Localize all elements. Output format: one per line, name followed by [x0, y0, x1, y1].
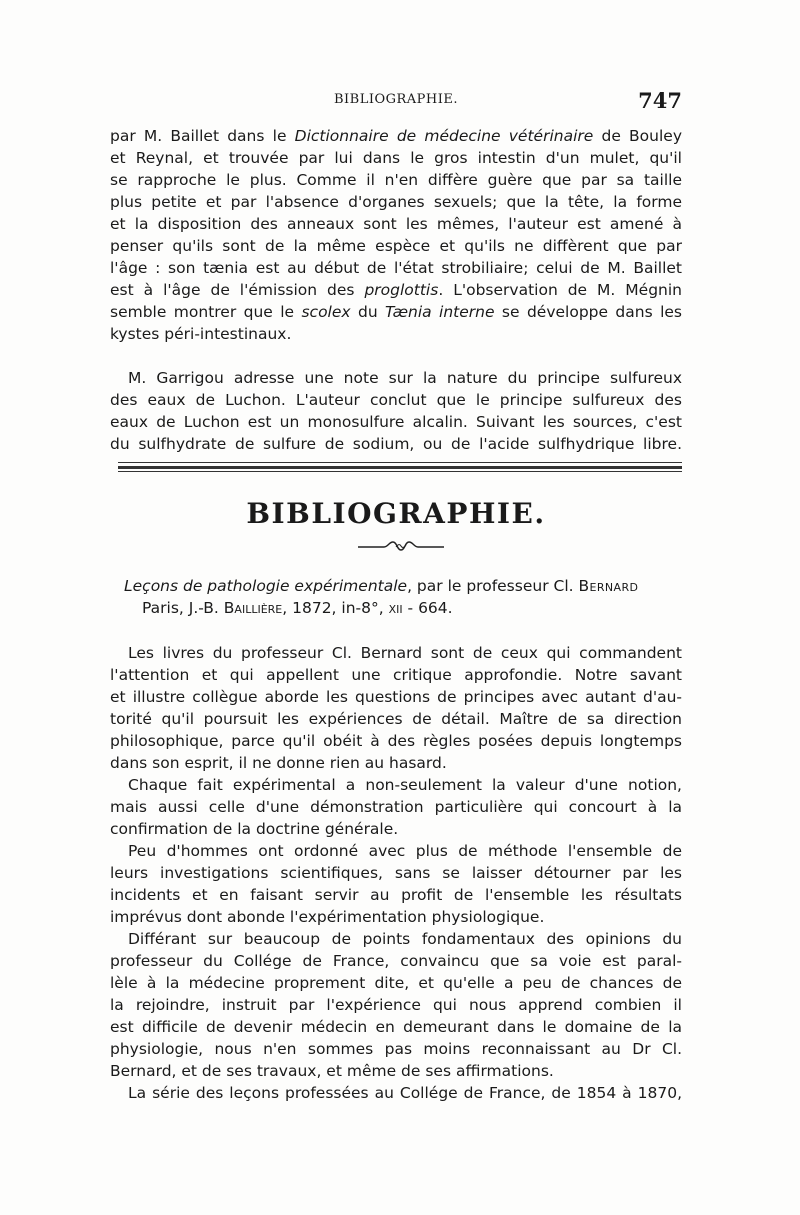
text-line: se rapproche le plus. Comme il n'en diffère guère que par sa taille: [110, 171, 682, 189]
text-line: La série des leçons professées au Collége de France, de 1854 à 1870,: [128, 1084, 682, 1102]
review-body: [110, 642, 682, 1104]
text-line: professeur du Collége de France, convaincu que sa voie est paral-: [110, 952, 682, 970]
section-heading: BIBLIOGRAPHIE.: [246, 497, 546, 530]
section-divider: [118, 460, 682, 474]
book-title: Leçons de pathologie expérimentale: [124, 577, 408, 595]
text-line: et illustre collègue aborde les questions de principes avec autant d'au-: [110, 688, 682, 706]
page-number: 747: [638, 88, 682, 113]
text-line: et la disposition des anneaux sont les mêmes, l'auteur est amené à: [110, 215, 682, 233]
bibliographic-reference: [110, 575, 682, 619]
text-line: la rejoindre, instruit par l'expérience qui nous apprend combien il: [110, 996, 682, 1014]
text-line: est à l'âge de l'émission des proglottis. L'observation de M. Mégnin: [110, 281, 683, 299]
text-line: mais aussi celle d'une démonstration particulière qui concourt à la: [110, 798, 682, 816]
text-line: M. Garrigou adresse une note sur la nature du principe sulfureux: [128, 369, 682, 387]
text-line: incidents et en faisant servir au profit de l'ensemble les résultats: [110, 886, 682, 904]
text-line: physiologie, nous n'en sommes pas moins reconnaissant au Dr Cl.: [110, 1040, 682, 1058]
text-line: l'âge : son tænia est au début de l'état strobiliaire; celui de M. Baillet: [110, 259, 682, 277]
review-paragraph: [110, 774, 682, 840]
text-line: Différant sur beaucoup de points fondamentaux des opinions du: [128, 930, 682, 948]
running-header: [110, 88, 682, 116]
ornament-flourish-icon: [356, 538, 446, 554]
text-line: plus petite et par l'absence d'organes sexuels; que la tête, la forme: [110, 193, 682, 211]
text-line: Chaque fait expérimental a non-seulement la valeur d'une notion,: [128, 776, 682, 794]
text-line: Les livres du professeur Cl. Bernard sont de ceux qui commandent: [128, 644, 682, 662]
text-line: confirmation de la doctrine générale.: [110, 820, 399, 838]
text-line: par M. Baillet dans le Dictionnaire de médecine vétérinaire de Bouley: [110, 127, 683, 145]
italic-term: proglottis: [364, 281, 439, 299]
text-line: kystes péri-intestinaux.: [110, 325, 292, 343]
divider-rule-thin: [118, 462, 682, 463]
reference-line: Paris, J.-B. Baillière, 1872, in-8°, xii - 664.: [142, 599, 453, 617]
review-paragraph: [110, 1082, 682, 1104]
garrigou-paragraph: [110, 367, 682, 455]
text-line: des eaux de Luchon. L'auteur conclut que le principe sulfureux des: [110, 391, 682, 409]
text-line: dans son esprit, il ne donne rien au hasard.: [110, 754, 447, 772]
text-line: Peu d'hommes ont ordonné avec plus de méthode l'ensemble de: [128, 842, 682, 860]
publisher-name: Baillière: [223, 599, 283, 617]
text-line: et Reynal, et trouvée par lui dans le gros intestin d'un mulet, qu'il: [110, 149, 682, 167]
review-paragraph: [110, 642, 682, 774]
divider-rule-thick: [118, 466, 682, 469]
running-title: BIBLIOGRAPHIE.: [333, 92, 459, 107]
text-line: l'attention et qui appellent une critique approfondie. Notre savant: [110, 666, 682, 684]
reference-line: Leçons de pathologie expérimentale, par le professeur Cl. Bernard: [124, 577, 639, 595]
text-line: eaux de Luchon est un monosulfure alcalin. Suivant les sources, c'est: [110, 413, 682, 431]
italic-title: Dictionnaire de médecine vétérinaire: [294, 127, 594, 145]
italic-term: scolex: [301, 303, 351, 321]
italic-term: Tænia interne: [385, 303, 495, 321]
author-surname: Bernard: [578, 577, 639, 595]
review-paragraph: [110, 840, 682, 928]
page-count-roman: xii: [388, 599, 403, 617]
intro-paragraph: [110, 125, 682, 345]
text-line: penser qu'ils sont de la même espèce et qu'ils ne diffèrent que par: [110, 237, 682, 255]
text-line: leurs investigations scientifiques, sans se laisser détourner par les: [110, 864, 682, 882]
text-line: philosophique, parce qu'il obéit à des règles posées depuis longtemps: [110, 732, 682, 750]
text-line: est difficile de devenir médecin en demeurant dans le domaine de la: [110, 1018, 682, 1036]
text-line: Bernard, et de ses travaux, et même de ses affirmations.: [110, 1062, 554, 1080]
text-line: imprévus dont abonde l'expérimentation physiologique.: [110, 908, 545, 926]
text-line: semble montrer que le scolex du Tænia interne se développe dans les: [110, 303, 682, 321]
review-paragraph: [110, 928, 682, 1082]
divider-rule-thin: [118, 471, 682, 472]
text-line: torité qu'il poursuit les expériences de détail. Maître de sa direction: [110, 710, 682, 728]
text-line: du sulfhydrate de sulfure de sodium, ou de l'acide sulfhydrique libre.: [110, 435, 682, 453]
text-line: lèle à la médecine proprement dite, et qu'elle a peu de chances de: [110, 974, 682, 992]
